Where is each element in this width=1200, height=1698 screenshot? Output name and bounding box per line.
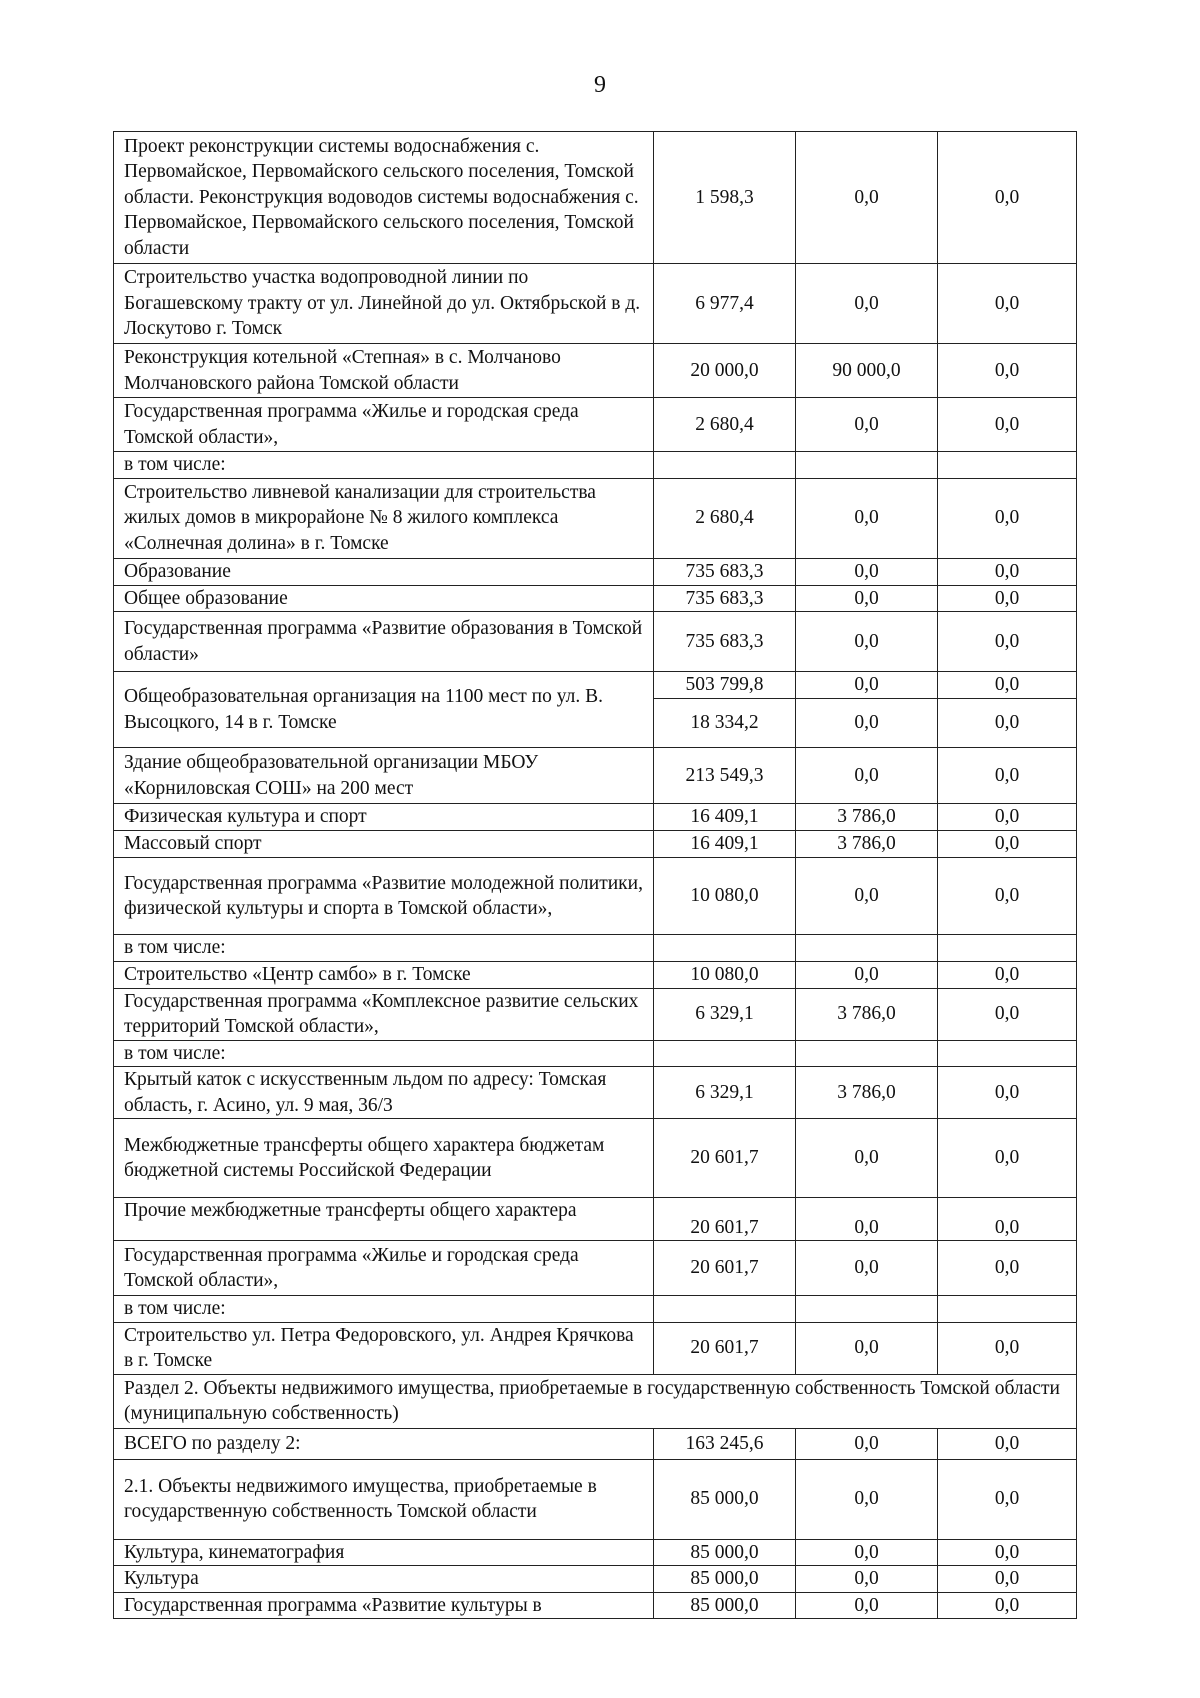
row-name: Строительство участка водопроводной линии по Богашевскому тракту от ул. Линейной до ул. Октябрьской в д. Лоскутово г. Томск bbox=[114, 264, 654, 344]
row-name: в том числе: bbox=[114, 935, 654, 962]
row-name: Строительство «Центр самбо» в г. Томске bbox=[114, 961, 654, 988]
table-row bbox=[114, 452, 1077, 479]
value-col3: 0,0 bbox=[938, 478, 1077, 558]
value-col2: 3 786,0 bbox=[796, 831, 938, 858]
value-col1: 735 683,3 bbox=[654, 612, 796, 672]
row-name: Крытый каток с искусственным льдом по адресу: Томская область, г. Асино, ул. 9 мая, 36/3 bbox=[114, 1067, 654, 1119]
value-col2: 0,0 bbox=[796, 132, 938, 264]
value-col1 bbox=[654, 935, 796, 962]
value-col3: 0,0 bbox=[938, 398, 1077, 452]
value-col2 bbox=[796, 452, 938, 479]
value-col2: 0,0 bbox=[796, 858, 938, 935]
value-col1: 85 000,0 bbox=[654, 1566, 796, 1593]
value-col1: 18 334,2 bbox=[690, 712, 759, 733]
value-col1: 16 409,1 bbox=[654, 831, 796, 858]
row-name: Культура, кинематография bbox=[114, 1539, 654, 1566]
row-name: в том числе: bbox=[114, 1296, 654, 1323]
value-col2: 3 786,0 bbox=[796, 988, 938, 1040]
table-row bbox=[114, 344, 1077, 398]
value-col2: 0,0 bbox=[796, 1459, 938, 1539]
row-name: Строительство ул. Петра Федоровского, ул. Андрея Крячкова в г. Томске bbox=[114, 1322, 654, 1374]
value-col1: 20 000,0 bbox=[654, 344, 796, 398]
value-col3: 0,0 bbox=[938, 961, 1077, 988]
value-col1: 2 680,4 bbox=[654, 478, 796, 558]
value-col2: 0,0 bbox=[796, 748, 938, 804]
value-col1: 85 000,0 bbox=[654, 1539, 796, 1566]
value-col2 bbox=[796, 935, 938, 962]
value-col2: 0,0 bbox=[796, 612, 938, 672]
value-col3 bbox=[938, 1296, 1077, 1323]
value-col1: 20 601,7 bbox=[654, 1198, 796, 1241]
table-row bbox=[114, 1539, 1077, 1566]
row-name: Государственная программа «Развитие молодежной политики, физической культуры и спорта в Томской области», bbox=[114, 858, 654, 935]
table-row bbox=[114, 1322, 1077, 1374]
value-col1: 735 683,3 bbox=[654, 585, 796, 612]
table-row bbox=[114, 1428, 1077, 1459]
row-name: в том числе: bbox=[114, 1040, 654, 1067]
table-row bbox=[114, 1067, 1077, 1119]
budget-table bbox=[113, 131, 1077, 1619]
table-row bbox=[114, 804, 1077, 831]
value-col2: 90 000,0 bbox=[796, 344, 938, 398]
value-col1: 20 601,7 bbox=[654, 1322, 796, 1374]
value-col2: 0,0 bbox=[796, 1592, 938, 1619]
table-row bbox=[114, 858, 1077, 935]
value-col1: 213 549,3 bbox=[654, 748, 796, 804]
value-col2: 3 786,0 bbox=[796, 1067, 938, 1119]
value-col3: 0,0 bbox=[938, 264, 1077, 344]
value-col3: 0,0 bbox=[938, 748, 1077, 804]
value-col1: 20 601,7 bbox=[654, 1241, 796, 1296]
value-col1: 6 329,1 bbox=[654, 988, 796, 1040]
table-row bbox=[114, 1459, 1077, 1539]
value-col2: 0,0 bbox=[796, 585, 938, 612]
value-col3: 0,0 bbox=[938, 558, 1077, 585]
value-col2: 0,0 bbox=[796, 961, 938, 988]
value-col3: 0,0 bbox=[938, 1539, 1077, 1566]
table-row bbox=[114, 1040, 1077, 1067]
value-col2 bbox=[796, 1040, 938, 1067]
row-name: Культура bbox=[114, 1566, 654, 1593]
value-col1: 20 601,7 bbox=[654, 1119, 796, 1198]
value-col2: 0,0 bbox=[796, 398, 938, 452]
value-col1 bbox=[654, 1296, 796, 1323]
row-name: Общеобразовательная организация на 1100 мест по ул. В. Высоцкого, 14 в г. Томске bbox=[114, 672, 654, 748]
table-row bbox=[114, 1566, 1077, 1593]
row-name: Массовый спорт bbox=[114, 831, 654, 858]
value-col1: 735 683,3 bbox=[654, 558, 796, 585]
value-col2 bbox=[796, 1296, 938, 1323]
value-col3: 0,0 bbox=[938, 804, 1077, 831]
row-name: Государственная программа «Развитие образования в Томской области» bbox=[114, 612, 654, 672]
row-name: 2.1. Объекты недвижимого имущества, приобретаемые в государственную собственность Томской области bbox=[114, 1459, 654, 1539]
row-name: Строительство ливневой канализации для строительства жилых домов в микрорайоне № 8 жилого комплекса «Солнечная долина» в г. Томске bbox=[114, 478, 654, 558]
table-row bbox=[114, 1198, 1077, 1241]
table-row bbox=[114, 1119, 1077, 1198]
row-name: в том числе: bbox=[114, 452, 654, 479]
table-row bbox=[114, 264, 1077, 344]
value-col3: 0,0 bbox=[938, 1592, 1077, 1619]
value-col1 bbox=[654, 452, 796, 479]
value-col1: 6 329,1 bbox=[654, 1067, 796, 1119]
row-name: Государственная программа «Комплексное развитие сельских территорий Томской области», bbox=[114, 988, 654, 1040]
row-name: Физическая культура и спорт bbox=[114, 804, 654, 831]
value-col1: 10 080,0 bbox=[654, 858, 796, 935]
section-heading: Раздел 2. Объекты недвижимого имущества, приобретаемые в государственную собственность Томской области (муниципальную собственность) bbox=[114, 1374, 1077, 1428]
value-col2: 3 786,0 bbox=[796, 804, 938, 831]
table-row bbox=[114, 1592, 1077, 1619]
row-name: Государственная программа «Жилье и городская среда Томской области», bbox=[114, 398, 654, 452]
value-col3: 0,0 bbox=[938, 612, 1077, 672]
value-col1: 1 598,3 bbox=[654, 132, 796, 264]
page-number: 9 bbox=[594, 72, 606, 98]
value-col3: 0,0 bbox=[938, 1428, 1077, 1459]
row-name: Здание общеобразовательной организации МБОУ «Корниловская СОШ» на 200 мест bbox=[114, 748, 654, 804]
table-row bbox=[114, 478, 1077, 558]
value-col3: 0,0 bbox=[938, 1198, 1077, 1241]
row-name: Общее образование bbox=[114, 585, 654, 612]
value-col1: 10 080,0 bbox=[654, 961, 796, 988]
table-row bbox=[114, 585, 1077, 612]
table-row bbox=[114, 988, 1077, 1040]
table-row bbox=[114, 935, 1077, 962]
value-col3: 0,0 bbox=[938, 1566, 1077, 1593]
table-row bbox=[114, 1241, 1077, 1296]
value-col1: 85 000,0 bbox=[654, 1459, 796, 1539]
value-col3-split bbox=[938, 672, 1077, 748]
value-col1: 2 680,4 bbox=[654, 398, 796, 452]
table-row bbox=[114, 831, 1077, 858]
row-name: Межбюджетные трансферты общего характера бюджетам бюджетной системы Российской Федерации bbox=[114, 1119, 654, 1198]
row-name: Реконструкция котельной «Степная» в с. Молчаново Молчановского района Томской области bbox=[114, 344, 654, 398]
value-col3: 0,0 bbox=[938, 672, 1076, 699]
value-col2: 0,0 bbox=[854, 712, 879, 733]
value-col2: 0,0 bbox=[796, 1322, 938, 1374]
row-name: Государственная программа «Жилье и городская среда Томской области», bbox=[114, 1241, 654, 1296]
value-col3 bbox=[938, 935, 1077, 962]
table-row bbox=[114, 961, 1077, 988]
value-col3: 0,0 bbox=[938, 1067, 1077, 1119]
value-col3 bbox=[938, 452, 1077, 479]
table-row bbox=[114, 612, 1077, 672]
row-name: Проект реконструкции системы водоснабжения с. Первомайское, Первомайского сельского поселения, Томской области. Реконструкция водоводов системы водоснабжения с. Первомайское, Первомайского сельского поселения, Томской области bbox=[114, 132, 654, 264]
value-col2: 0,0 bbox=[796, 264, 938, 344]
table-row bbox=[114, 748, 1077, 804]
table-row bbox=[114, 1296, 1077, 1323]
table-row bbox=[114, 558, 1077, 585]
table-row bbox=[114, 398, 1077, 452]
row-name: Государственная программа «Развитие культуры в bbox=[114, 1592, 654, 1619]
value-col3 bbox=[938, 1040, 1077, 1067]
table-row bbox=[114, 672, 1077, 748]
value-col2: 0,0 bbox=[796, 1428, 938, 1459]
row-name: ВСЕГО по разделу 2: bbox=[114, 1428, 654, 1459]
value-col2: 0,0 bbox=[796, 1198, 938, 1241]
row-name: Образование bbox=[114, 558, 654, 585]
value-col3: 0,0 bbox=[938, 1241, 1077, 1296]
value-col3: 0,0 bbox=[938, 1119, 1077, 1198]
value-col3: 0,0 bbox=[938, 344, 1077, 398]
value-col1: 503 799,8 bbox=[654, 672, 795, 699]
value-col2: 0,0 bbox=[796, 478, 938, 558]
value-col3: 0,0 bbox=[938, 831, 1077, 858]
row-name: Прочие межбюджетные трансферты общего характера bbox=[114, 1198, 654, 1241]
value-col1: 6 977,4 bbox=[654, 264, 796, 344]
value-col2: 0,0 bbox=[796, 1241, 938, 1296]
value-col3: 0,0 bbox=[938, 1459, 1077, 1539]
value-col2-split bbox=[796, 672, 938, 748]
value-col3: 0,0 bbox=[938, 988, 1077, 1040]
value-col1 bbox=[654, 1040, 796, 1067]
value-col2: 0,0 bbox=[796, 558, 938, 585]
value-col1: 163 245,6 bbox=[654, 1428, 796, 1459]
value-col2: 0,0 bbox=[796, 1539, 938, 1566]
table-row bbox=[114, 132, 1077, 264]
value-col2: 0,0 bbox=[796, 1119, 938, 1198]
value-col3: 0,0 bbox=[938, 858, 1077, 935]
table-row bbox=[114, 1374, 1077, 1428]
value-col3: 0,0 bbox=[938, 1322, 1077, 1374]
value-col1: 16 409,1 bbox=[654, 804, 796, 831]
value-col1: 85 000,0 bbox=[654, 1592, 796, 1619]
value-col2: 0,0 bbox=[796, 1566, 938, 1593]
value-col3: 0,0 bbox=[938, 585, 1077, 612]
value-col2: 0,0 bbox=[796, 672, 937, 699]
value-col3: 0,0 bbox=[994, 712, 1020, 733]
value-col3: 0,0 bbox=[938, 132, 1077, 264]
value-col1-split bbox=[654, 672, 796, 748]
